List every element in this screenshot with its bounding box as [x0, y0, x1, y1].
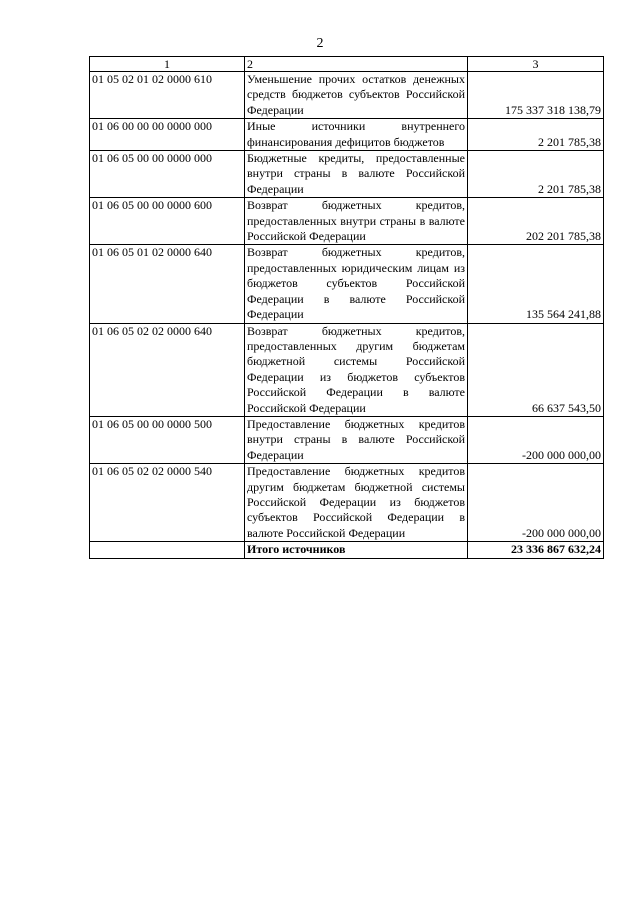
amount-cell: 2 201 785,38 [468, 119, 604, 151]
description-cell: Возврат бюджетных кредитов, предоставленных другим бюджетам бюджетной системы Российской Федерации из бюджетов субъектов Российской Федерации в валюте Российской Федерации [245, 323, 468, 416]
table-row [90, 416, 604, 463]
amount-cell: 202 201 785,38 [468, 198, 604, 245]
budget-code-cell: 01 06 05 00 00 0000 500 [90, 416, 245, 463]
amount-cell: 175 337 318 138,79 [468, 72, 604, 119]
amount-cell: -200 000 000,00 [468, 416, 604, 463]
table-header-row [90, 57, 604, 72]
budget-sources-table [89, 56, 604, 559]
table-row [90, 464, 604, 542]
header-col-3: 3 [468, 57, 604, 72]
budget-code-cell: 01 06 05 02 02 0000 540 [90, 464, 245, 542]
total-amount: 23 336 867 632,24 [468, 542, 604, 558]
amount-cell: 135 564 241,88 [468, 245, 604, 323]
table-row [90, 245, 604, 323]
budget-code-cell: 01 06 05 00 00 0000 600 [90, 198, 245, 245]
amount-cell: 66 637 543,50 [468, 323, 604, 416]
description-cell: Бюджетные кредиты, предоставленные внутри страны в валюте Российской Федерации [245, 151, 468, 198]
description-cell: Иные источники внутреннего финансирования дефицитов бюджетов [245, 119, 468, 151]
amount-cell: 2 201 785,38 [468, 151, 604, 198]
budget-code-cell: 01 06 05 02 02 0000 640 [90, 323, 245, 416]
description-cell: Предоставление бюджетных кредитов другим бюджетам бюджетной системы Российской Федерации из бюджетов субъектов Российской Федерации в валюте Российской Федерации [245, 464, 468, 542]
table-row [90, 323, 604, 416]
page-number: 2 [316, 36, 324, 51]
budget-code-cell: 01 06 00 00 00 0000 000 [90, 119, 245, 151]
table-row [90, 151, 604, 198]
description-cell: Возврат бюджетных кредитов, предоставленных юридическим лицам из бюджетов субъектов Российской Федерации в валюте Российской Федерации [245, 245, 468, 323]
description-cell: Предоставление бюджетных кредитов внутри страны в валюте Российской Федерации [245, 416, 468, 463]
amount-cell: -200 000 000,00 [468, 464, 604, 542]
total-label: Итого источников [245, 542, 468, 558]
table-row [90, 72, 604, 119]
header-col-2: 2 [245, 57, 468, 72]
table-row [90, 119, 604, 151]
description-cell: Уменьшение прочих остатков денежных средств бюджетов субъектов Российской Федерации [245, 72, 468, 119]
table-row [90, 198, 604, 245]
header-col-1: 1 [90, 57, 245, 72]
total-code-cell [90, 542, 245, 558]
total-row [90, 542, 604, 558]
budget-code-cell: 01 06 05 00 00 0000 000 [90, 151, 245, 198]
description-cell: Возврат бюджетных кредитов, предоставленных внутри страны в валюте Российской Федерации [245, 198, 468, 245]
budget-code-cell: 01 06 05 01 02 0000 640 [90, 245, 245, 323]
budget-code-cell: 01 05 02 01 02 0000 610 [90, 72, 245, 119]
